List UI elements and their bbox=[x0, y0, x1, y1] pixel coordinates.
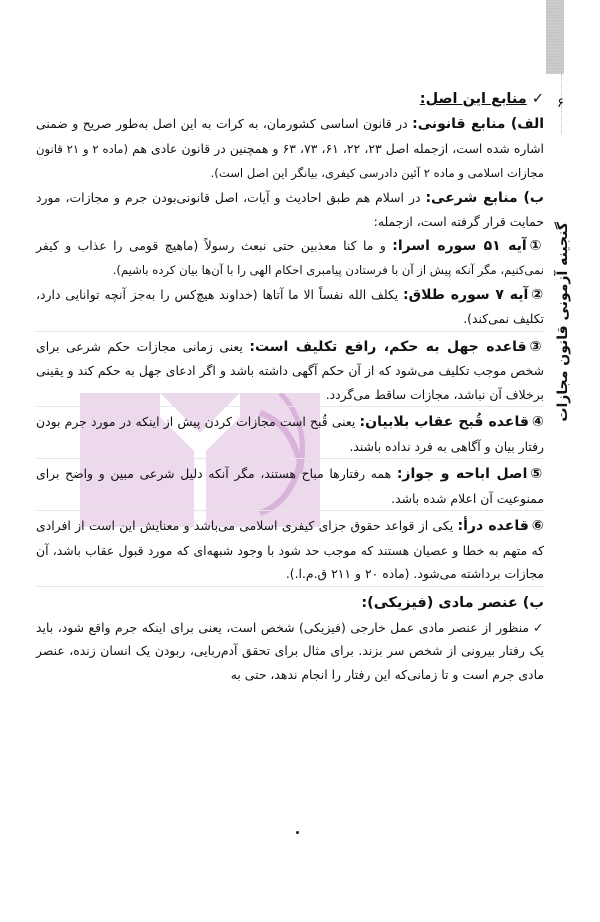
legal-sources-text: در قانون اساسی کشورمان، به کرات به این اصل به‌طور صریح و ضمنی اشاره شده است، ازجمله اصل ۲۳، ۲۲، ۶۱، ۷۳، ۶۳ و همچنین در قانون عادی هم bbox=[36, 116, 544, 156]
item-lead: قاعده جهل به حکم، رافع تکلیف است: bbox=[249, 338, 527, 355]
circled-number-6-icon: ⑥ bbox=[531, 518, 544, 534]
scan-edge-texture bbox=[546, 0, 564, 74]
list-item bbox=[36, 283, 544, 331]
section-title: منابع این اصل: bbox=[419, 91, 527, 107]
circled-number-5-icon: ⑤ bbox=[530, 466, 544, 482]
circled-number-1-icon: ① bbox=[529, 237, 545, 254]
item-lead: اصل اباحه و جواز: bbox=[396, 466, 528, 482]
religious-sources-lead: ب) منابع شرعی: bbox=[425, 189, 544, 206]
document-body bbox=[36, 86, 544, 686]
section-heading-material-element: ب) عنصر مادی (فیزیکی): bbox=[36, 586, 544, 616]
legal-sources-text2: (ماده ۲ و ۲۱ قانون مجازات اسلامی و ماده ۲ آئین دادرسی کیفری، بیانگر این اصل است). bbox=[36, 141, 544, 180]
check-icon: ✓ bbox=[531, 91, 544, 107]
running-title: گنجینه آزمونی قانون مجازات bbox=[555, 222, 571, 422]
item-text2: نمی‌کنیم، مگر آنکه پیش از آن با فرستادن پیامبری احکام الهی را با آن‌ها بیان کرده باشیم). bbox=[112, 263, 544, 277]
list-item bbox=[36, 406, 544, 458]
religious-sources-paragraph bbox=[36, 186, 544, 234]
circled-number-4-icon: ④ bbox=[531, 414, 545, 430]
item-lead: آیه ۷ سوره طلاق: bbox=[403, 286, 529, 303]
circled-number-2-icon: ② bbox=[531, 286, 544, 303]
list-item bbox=[36, 458, 544, 510]
item-text: یعنی قُبح است مجازات کردن پیش از اینکه در مورد جرم بودن رفتار بیان و آگاهی به فرد نداده باشند. bbox=[36, 414, 544, 454]
section-heading-sources bbox=[36, 86, 544, 112]
item-text: یعنی زمانی مجازات حکم شرعی برای شخص موجب تکلیف می‌شود که از آن حکم آگهی داشته باشد و اگر ادعای جهل به حکم کند و یقینی برخلاف آن نباشد، مجازات ساقط می‌گردد. bbox=[36, 338, 544, 402]
item-text: یکلف الله نفساً الا ما آتاها (خداوند هیچ‌کس را به‌جز آنچه توانایی دارد، تکلیف نمی‌کند). bbox=[36, 286, 544, 326]
item-lead: قاعده درأ: bbox=[457, 518, 529, 534]
legal-sources-lead: الف) منابع قانونی: bbox=[412, 116, 545, 132]
list-item bbox=[36, 331, 544, 407]
check-icon: ✓ bbox=[533, 619, 544, 635]
circled-number-3-icon: ③ bbox=[529, 338, 544, 355]
item-text: همه رفتارها مباح هستند، مگر آنکه دلیل شرعی مبین و واضح برای ممنوعیت آن اعلام شده باشد. bbox=[36, 466, 544, 506]
list-item bbox=[36, 510, 544, 586]
material-element-paragraph bbox=[36, 616, 544, 687]
item-lead: آیه ۵۱ سوره اسرا: bbox=[392, 237, 527, 254]
religious-sources-text: در اسلام هم طبق احادیث و آیات، اصل قانونی‌بودن جرم و مجازات، مورد حمایت قرار گرفته است، ازجمله: bbox=[36, 189, 544, 229]
material-element-text: منظور از عنصر مادی عمل خارجی (فیزیکی) شخص است، یعنی برای اینکه جرم واقع شود، باید یک رفتار بیرونی از شخص سر بزند. برای مثال برای تحقق آدم‌ربایی، ربودن یک انسان زنده، عنصر مادی جرم است و تا زمانی‌که این رفتار را انجام ندهد، حتی به bbox=[36, 619, 544, 682]
list-item bbox=[36, 234, 544, 283]
item-text: و ما کنا معذبین حتی نبعث رسولاً (ماهیچ قومی را عذاب و کیفر bbox=[36, 237, 393, 253]
item-lead: قاعده قُبح عقاب بلابیان: bbox=[359, 414, 529, 430]
page-number: ۶ bbox=[557, 96, 564, 111]
item-text: یکی از قواعد حقوق جزای کیفری اسلامی می‌باشد و معنایش این است از افرادی که متهم به خطا و عصیان هستند که موجب حد شود با وجود شبهه‌ای که مورد قبول عقاب باشد، آن مجازات برداشته می‌شود. (ماده ۲۰ و ۲۱۱ ق.م.ا.). bbox=[36, 518, 544, 581]
footer-dot bbox=[296, 831, 299, 834]
legal-sources-paragraph bbox=[36, 112, 544, 186]
